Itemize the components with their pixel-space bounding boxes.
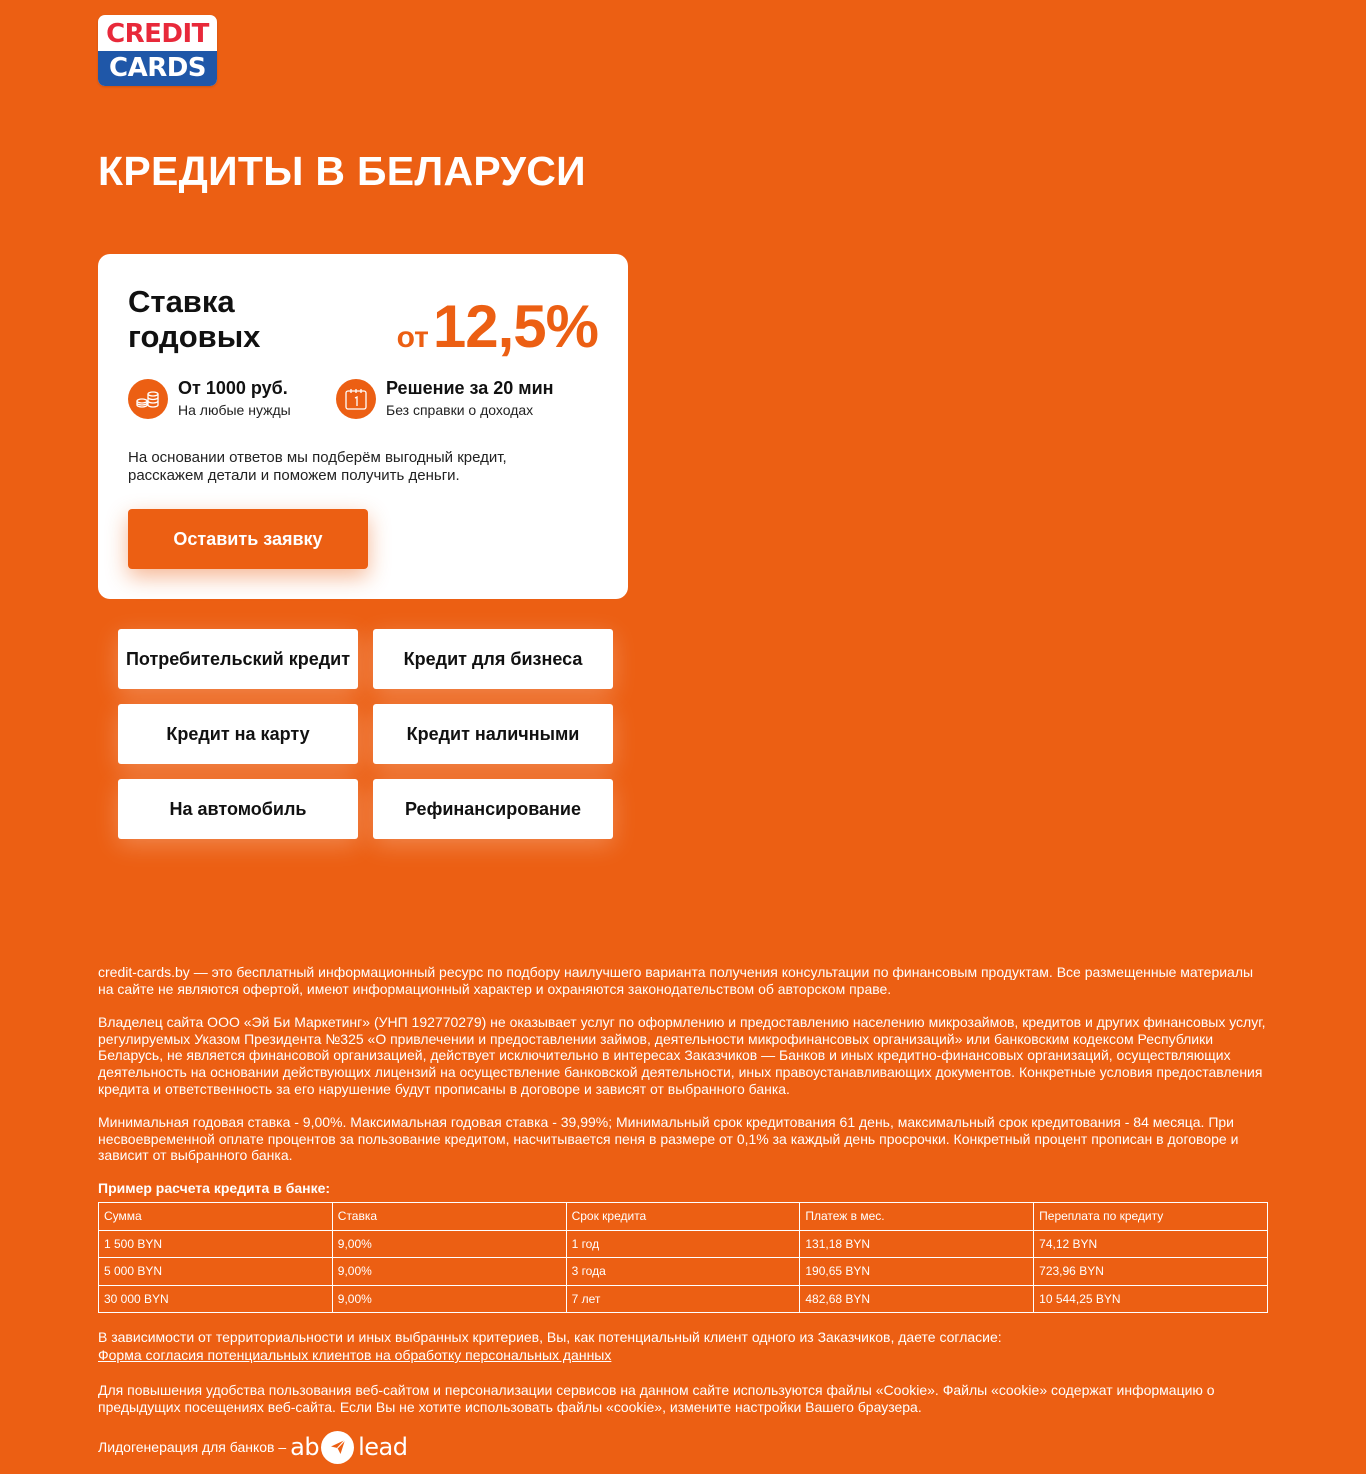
paper-plane-icon — [321, 1431, 354, 1464]
table-header-cell: Сумма — [99, 1203, 333, 1231]
table-cell: 131,18 BYN — [800, 1230, 1034, 1258]
table-cell: 3 года — [566, 1258, 800, 1286]
table-header-cell: Платеж в мес. — [800, 1203, 1034, 1231]
table-cell: 9,00% — [332, 1258, 566, 1286]
cookie-notice: Для повышения удобства пользования веб-сайтом и персонализации сервисов на данном сайте используются файлы «Cookie». Файлы «cookie» содержат информацию о предыдущих посещениях веб-сайта. Если Вы не хотите использовать файлы «cookie», измените настройки Вашего браузера. — [98, 1382, 1215, 1415]
table-cell: 5 000 BYN — [99, 1258, 333, 1286]
submit-application-button[interactable]: Оставить заявку — [128, 509, 368, 569]
table-cell: 30 000 BYN — [99, 1285, 333, 1313]
feature-decision-title: Решение за 20 мин — [386, 378, 554, 398]
table-cell: 190,65 BYN — [800, 1258, 1034, 1286]
rate-value: 12,5% — [432, 293, 598, 360]
calendar-icon — [336, 379, 376, 419]
feature-amount — [128, 378, 328, 422]
table-cell: 10 544,25 BYN — [1034, 1285, 1268, 1313]
logo-bottom-text: CARDS — [98, 51, 217, 86]
site-logo[interactable] — [98, 15, 217, 86]
category-consumer-credit[interactable]: Потребительский кредит — [118, 629, 358, 689]
table-title — [98, 1180, 1270, 1197]
table-cell: 7 лет — [566, 1285, 800, 1313]
logo-top-text: CREDIT — [106, 19, 209, 49]
ablead-logo-ab: ab — [290, 1433, 320, 1461]
table-cell: 723,96 BYN — [1034, 1258, 1268, 1286]
table-header-cell: Ставка — [332, 1203, 566, 1231]
table-cell: 482,68 BYN — [800, 1285, 1034, 1313]
offer-card — [98, 254, 628, 599]
coins-icon — [128, 379, 168, 419]
card-description: На основании ответов мы подберём выгодный кредит, расскажем детали и поможем получить деньги. — [128, 449, 507, 484]
feature-decision-subtitle: Без справки о доходах — [386, 402, 534, 418]
category-cash-credit[interactable]: Кредит наличными — [373, 704, 613, 764]
consent-form-link[interactable]: Форма согласия потенциальных клиентов на обработку персональных данных — [98, 1347, 612, 1363]
page-title: КРЕДИТЫ В БЕЛАРУСИ — [98, 148, 586, 194]
category-refinancing[interactable]: Рефинансирование — [373, 779, 613, 839]
table-row — [99, 1285, 1268, 1313]
feature-amount-subtitle: На любые нужды — [178, 402, 291, 418]
table-row — [99, 1230, 1268, 1258]
table-cell: 9,00% — [332, 1285, 566, 1313]
consent-text: В зависимости от территориальности и иных выбранных критериев, Вы, как потенциальный клиент одного из Заказчиков, даете согласие: — [98, 1329, 1002, 1345]
category-business-credit[interactable]: Кредит для бизнеса — [373, 629, 613, 689]
leadgen-text: Лидогенерация для банков – — [98, 1439, 287, 1455]
leadgen-row — [98, 1430, 407, 1464]
rate-prefix: от — [396, 321, 429, 354]
credit-example-table — [98, 1202, 1268, 1313]
footer-about: credit-cards.by — это бесплатный информационный ресурс по подбору наилучшего варианта получения консультации по финансовым продуктам. Все размещенные материалы на сайте не являются офертой, имеют информационный характер и охраняются законодательством об авторском праве. — [98, 964, 1254, 997]
ablead-logo[interactable] — [290, 1431, 407, 1464]
table-cell: 9,00% — [332, 1230, 566, 1258]
footer-rates-info: Минимальная годовая ставка - 9,00%. Максимальная годовая ставка - 39,99%; Минимальный срок кредитования 61 день, максимальный срок кредитования - 84 месяца. При несвоевременной оплате процентов за пользование кредитом, насчитывается пеня в размере от 0,1% за каждый день просрочки. Конкретный процент прописан в договоре и зависит от выбранного банка. — [98, 1114, 1239, 1164]
table-header-cell: Срок кредита — [566, 1203, 800, 1231]
feature-amount-title: От 1000 руб. — [178, 378, 288, 398]
table-header-row — [99, 1203, 1268, 1231]
table-cell: 1 500 BYN — [99, 1230, 333, 1258]
consent-link-wrap — [98, 1347, 1270, 1364]
card-title: Ставка годовых — [128, 284, 261, 354]
ablead-logo-lead: lead — [358, 1433, 408, 1461]
rate-display — [397, 292, 598, 361]
table-cell: 1 год — [566, 1230, 800, 1258]
category-card-credit[interactable]: Кредит на карту — [118, 704, 358, 764]
table-row — [99, 1258, 1268, 1286]
category-car-credit[interactable]: На автомобиль — [118, 779, 358, 839]
feature-decision — [336, 378, 596, 422]
footer-owner-disclaimer: Владелец сайта ООО «Эй Би Маркетинг» (УНП 192770279) не оказывает услуг по оформлению и предоставлению населению микрозаймов, кредитов и других финансовых услуг, регулируемых Указом Президента №325 «О привлечении и предоставлении займов, деятельности микрофинансовых организаций» или банковским кодексом Республики Беларусь, не является финансовой организацией, действует исключительно в интересах Заказчиков — Банков и иных кредитно-финансовых организаций, осуществляющих деятельность на основании действующих лицензий на осуществление банковской деятельности, иных правоустанавливающих документов. Конкретные условия предоставления кредита и ответственность за его нарушение будут прописаны в договоре и зависят от выбранного банка. — [98, 1014, 1266, 1097]
table-title-text: Пример расчета кредита в банке: — [98, 1180, 331, 1196]
table-cell: 74,12 BYN — [1034, 1230, 1268, 1258]
table-header-cell: Переплата по кредиту — [1034, 1203, 1268, 1231]
